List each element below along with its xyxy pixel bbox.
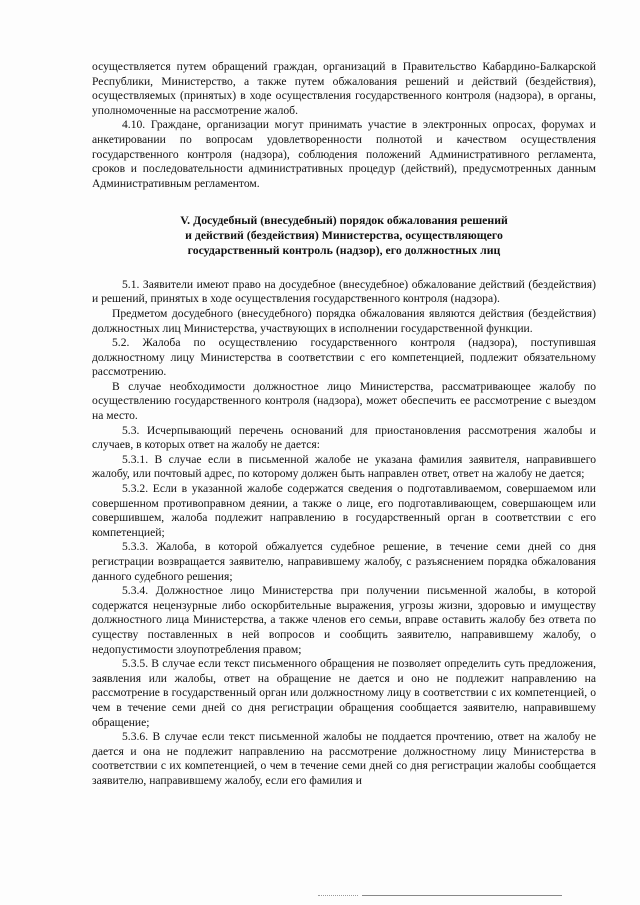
section-heading [92, 213, 596, 257]
section-heading-line-2: и действий (бездействия) Министерства, осуществляющего [185, 228, 503, 243]
paragraph-5-3-3: 5.3.3. Жалоба, в которой обжалуется судебное решение, в течение семи дней со дня регистрации возвращается заявителю, направившему жалобу, с разъяснением порядка обжалования данного судебного решения; [92, 540, 596, 583]
paragraph-5-3: 5.3. Исчерпывающий перечень оснований для приостановления рассмотрения жалобы и случаев, в которых ответ на жалобу не дается: [92, 423, 596, 452]
paragraph-4-10: 4.10. Граждане, организации могут принимать участие в электронных опросах, форумах и анкетировании по вопросам удовлетворенности полнотой и качеством осуществления государственного контроля (надзора), соблюдения положений Административного регламента, сроков и последовательности административных процедур (действий), предусмотренных данным Административным регламентом. [92, 118, 596, 190]
footer-rule [362, 895, 562, 896]
footer-scan-mark [318, 895, 358, 896]
paragraph-on-site: В случае необходимости должностное лицо Министерства, рассматривающее жалобу по осуществлению государственного контроля (надзора), может обеспечить ее рассмотрение с выездом на место. [92, 379, 596, 423]
paragraph-5-3-5: 5.3.5. В случае если текст письменного обращения не позволяет определить суть предложения, заявления или жалобы, ответ на обращение не дается и оно не подлежит направлению на рассмотрение в государственный орган или должностному лицу в соответствии с их компетенцией, о чем в течение семи дней со дня регистрации обращения сообщается заявителю, направившему обращение; [92, 657, 596, 729]
paragraph-5-3-1: 5.3.1. В случае если в письменной жалобе не указана фамилия заявителя, направившего жалобу, или почтовый адрес, по которому должен быть направлен ответ, ответ на жалобу не дается; [92, 452, 596, 481]
section-heading-line-3: государственный контроль (надзор), его должностных лиц [187, 242, 501, 257]
section-heading-line-1: V. Досудебный (внесудебный) порядок обжалования решений [180, 213, 508, 228]
paragraph-5-1: 5.1. Заявители имеют право на досудебное (внесудебное) обжалование действий (бездействия) и решений, принятых в ходе осуществления государственного контроля (надзора). [92, 277, 596, 306]
paragraph-subject: Предметом досудебного (внесудебного) порядка обжалования являются действия (бездействия) должностных лиц Министерства, участвующих в исполнении государственной функции. [92, 306, 596, 335]
paragraph-5-2: 5.2. Жалоба по осуществлению государственного контроля (надзора), поступившая должностному лицу Министерства в соответствии с его компетенцией, подлежит обязательному рассмотрению. [92, 336, 596, 379]
paragraph-5-3-2: 5.3.2. Если в указанной жалобе содержатся сведения о подготавливаемом, совершаемом или совершенном противоправном деянии, а также о лице, его подготавливающем, совершающем или совершившем, жалоба подлежит направлению в государственный орган в соответствии с его компетенцией; [92, 482, 596, 539]
document-body [92, 60, 596, 789]
paragraph-5-3-4: 5.3.4. Должностное лицо Министерства при получении письменной жалобы, в которой содержатся нецензурные либо оскорбительные выражения, угрозы жизни, здоровью и имуществу должностного лица Министерства, а также членов его семьи, вправе оставить жалобу без ответа по существу поставленных в ней вопросов и сообщить заявителю, направившему жалобу, о недопустимости злоупотребления правом; [92, 584, 596, 656]
paragraph-continuation: осуществляется путем обращений граждан, организаций в Правительство Кабардино-Балкарской Республики, Министерство, а также путем обжалования решений и действий (бездействия), осуществляемых (принятых) в ходе осуществления государственного контроля (надзора), в органы, уполномоченные на рассмотрение жалоб. [92, 60, 596, 117]
paragraph-5-3-6: 5.3.6. В случае если текст письменной жалобы не поддается прочтению, ответ на жалобу не дается и она не подлежит направлению на рассмотрение должностному лицу Министерства в соответствии с их компетенцией, о чем в течение семи дней со дня регистрации жалобы сообщается заявителю, направившему жалобу, если его фамилия и [92, 730, 596, 787]
